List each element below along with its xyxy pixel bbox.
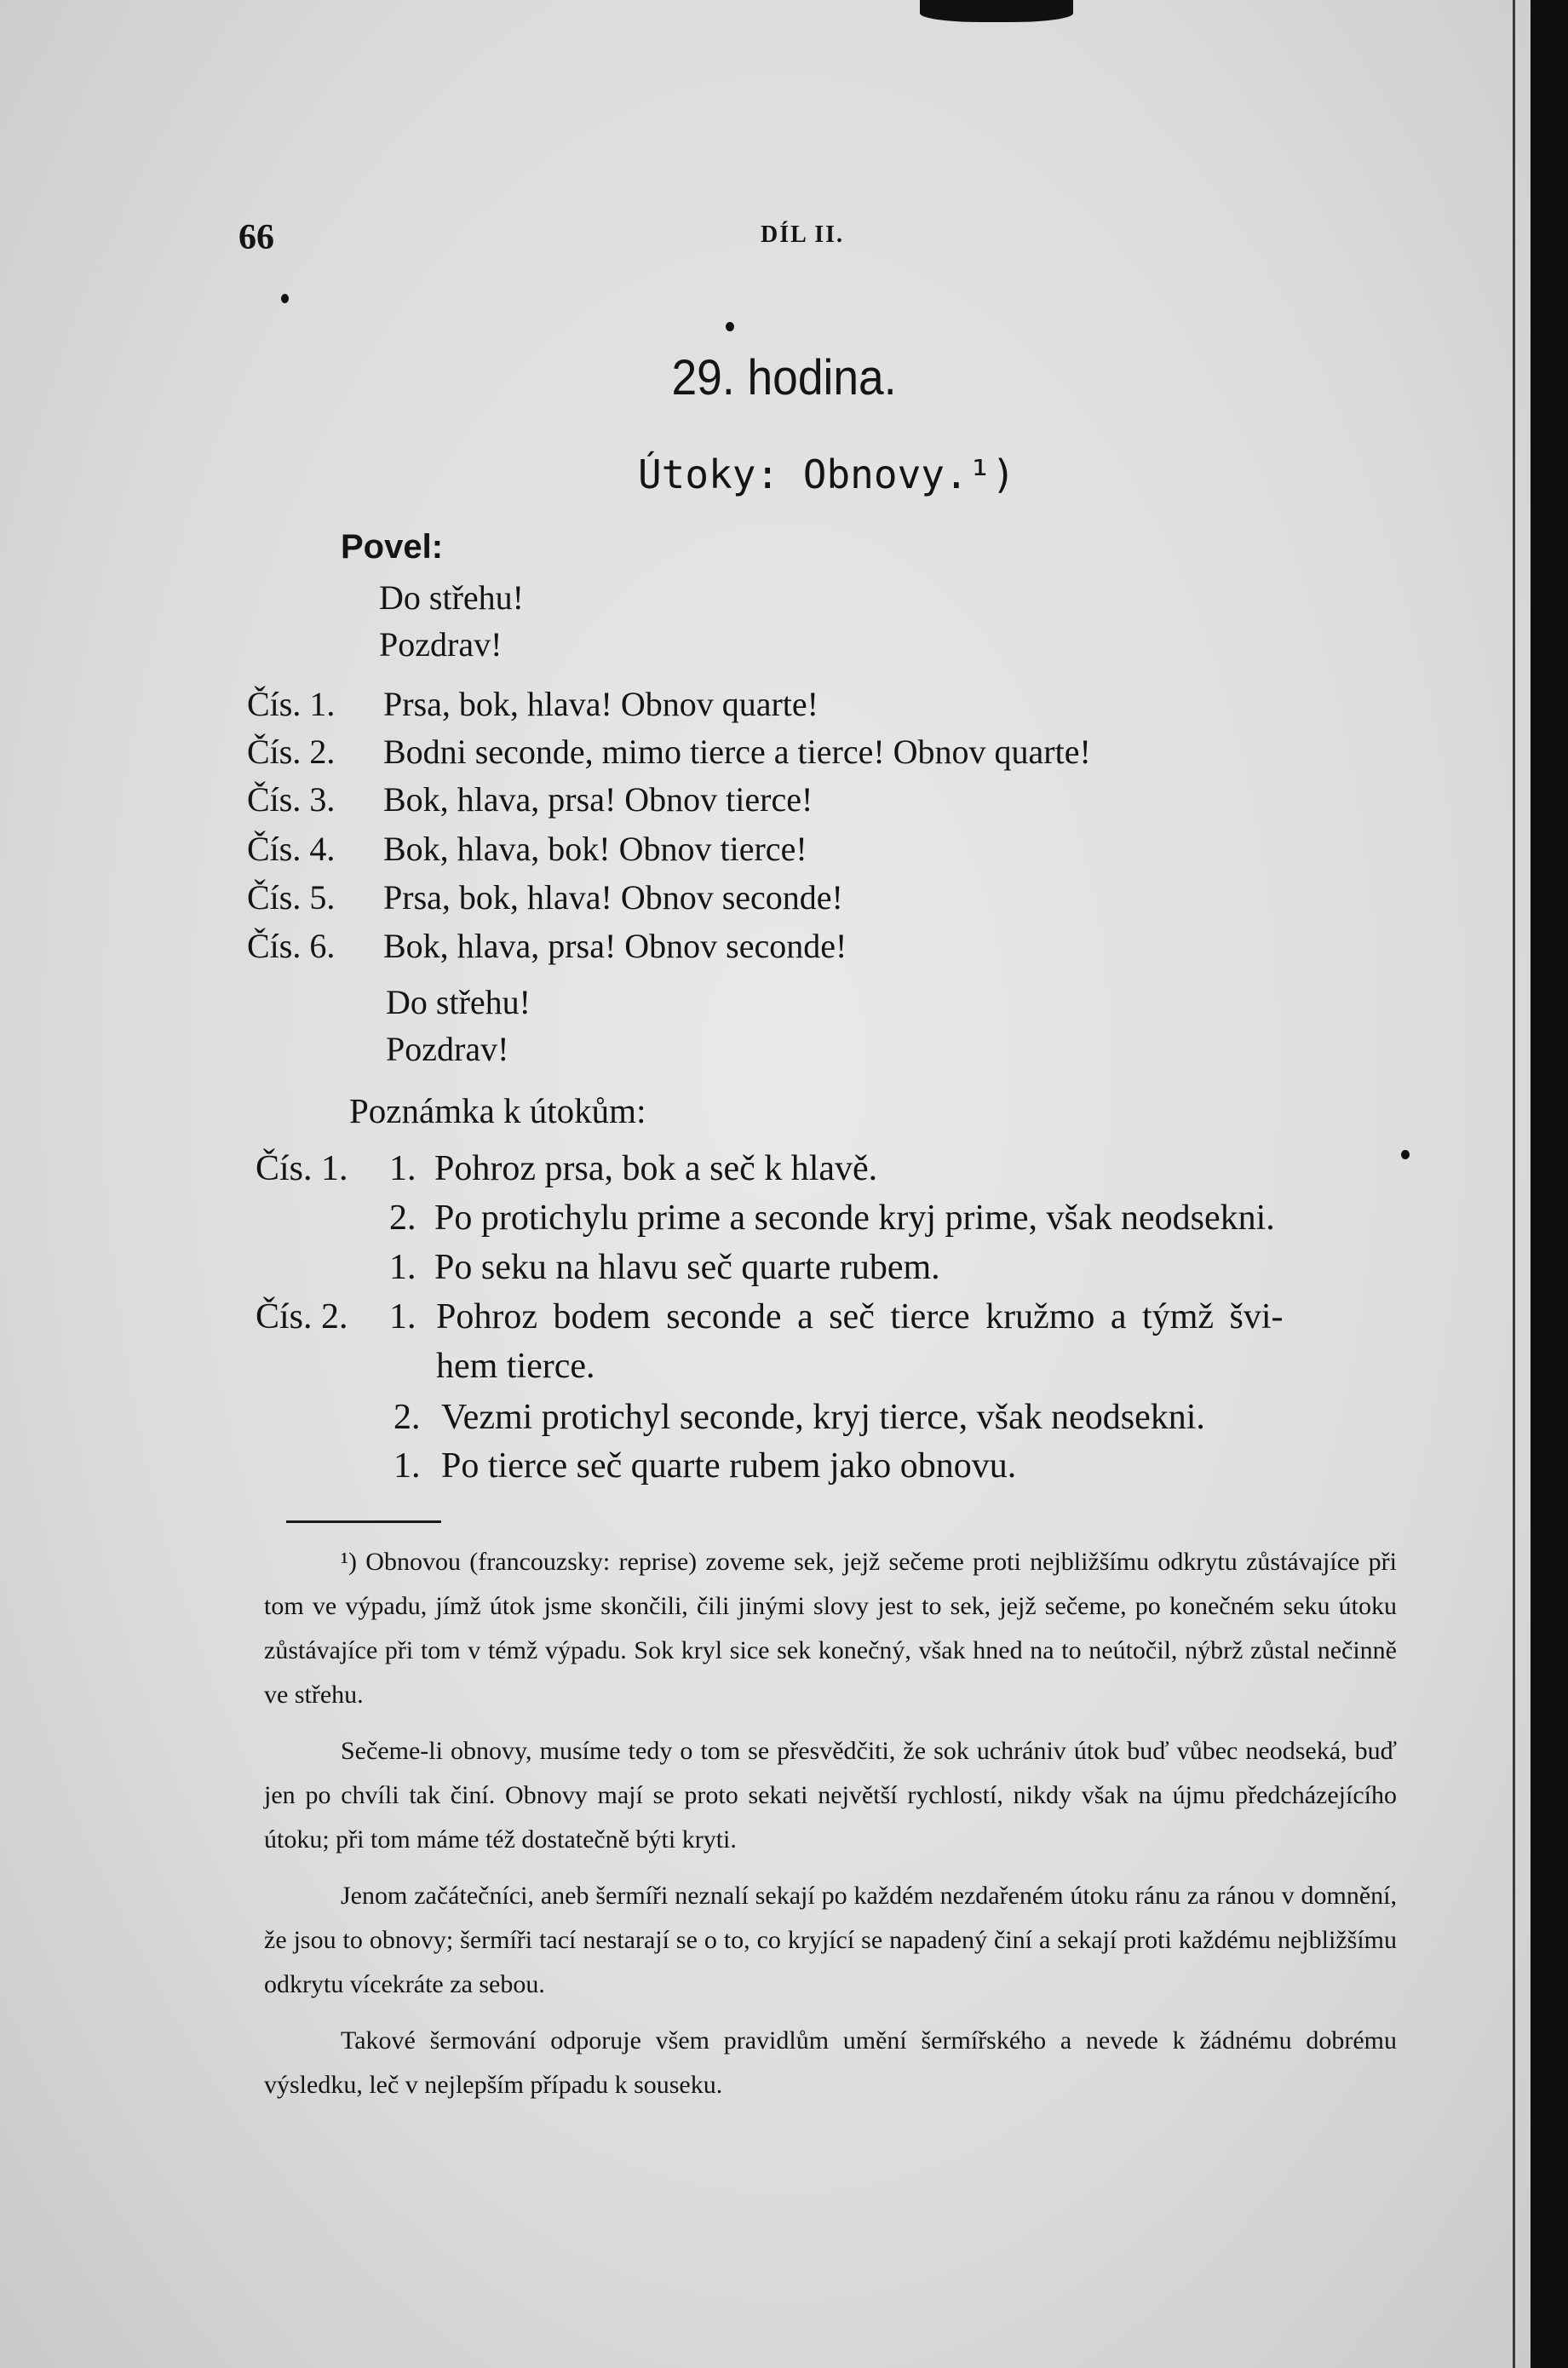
exercise-text: Prsa, bok, hlava! Obnov seconde!: [383, 878, 843, 917]
exercise-number: Čís. 6.: [247, 927, 336, 965]
note-text: Vezmi protichyl seconde, kryj tierce, však neodsekni.: [441, 1398, 1205, 1437]
note-step: 1.: [389, 1248, 416, 1287]
scan-speck: [1401, 1150, 1410, 1159]
exercise-number: Čís. 5.: [247, 878, 336, 917]
lesson-title: 29. hodina.: [671, 350, 897, 405]
note-text: Po tierce seč quarte rubem jako obnovu.: [441, 1446, 1017, 1486]
exercise-number: Čís. 2.: [247, 733, 336, 771]
note-text: Po protichylu prime a seconde kryj prime, však neodsekni.: [434, 1198, 1275, 1238]
scan-speck: [281, 294, 289, 303]
exercise-text: Prsa, bok, hlava! Obnov quarte!: [383, 685, 818, 723]
scan-smudge: [920, 0, 1073, 22]
opening-line: Pozdrav!: [379, 625, 503, 664]
exercise-text: Bok, hlava, prsa! Obnov tierce!: [383, 780, 813, 819]
exercise-number: Čís. 3.: [247, 780, 336, 819]
closing-line: Do střehu!: [386, 983, 531, 1021]
note-step: 1.: [389, 1297, 416, 1336]
page-number: 66: [238, 218, 274, 257]
closing-line: Pozdrav!: [386, 1030, 509, 1068]
exercise-number: Čís. 4.: [247, 830, 336, 868]
running-header: DÍL II.: [761, 221, 845, 248]
scan-speck: [726, 322, 734, 331]
exercise-text: Bok, hlava, bok! Obnov tierce!: [383, 830, 807, 868]
note-step: 2.: [389, 1198, 416, 1238]
note-text: Pohroz bodem seconde a seč tierce kružmo a týmž švi-: [436, 1297, 1284, 1336]
note-step: 1.: [389, 1149, 416, 1188]
opening-line: Do střehu!: [379, 578, 524, 617]
exercise-text: Bodni seconde, mimo tierce a tierce! Obnov quarte!: [383, 733, 1091, 771]
note-heading: Poznámka k útokům:: [349, 1091, 646, 1130]
footnote-block: [264, 1540, 1397, 2107]
exercise-number: Čís. 1.: [247, 685, 336, 723]
scan-border: [1531, 0, 1568, 2368]
note-step: 1.: [393, 1446, 421, 1486]
footnote-separator: [286, 1520, 441, 1523]
lesson-subtitle: Útoky: Obnovy.¹): [637, 451, 1016, 497]
note-text: Po seku na hlavu seč quarte rubem.: [434, 1248, 940, 1287]
exercise-text: Bok, hlava, prsa! Obnov seconde!: [383, 927, 847, 965]
note-step: 2.: [393, 1398, 421, 1437]
footnote-paragraph: Takové šermování odporuje všem pravidlům umění šermířského a nevede k žádnému dobrému výsledku, leč v nejlepším případu k souseku.: [264, 2026, 1397, 2099]
command-label: Povel:: [341, 528, 444, 566]
footnote-paragraph: Sečeme-li obnovy, musíme tedy o tom se přesvědčiti, že sok uchrániv útok buď vůbec neodseká, buď jen po chvíli tak činí. Obnovy mají se proto sekati největší rychlostí, nikdy však na újmu předcházejícího útoku; při tom máme též dostatečně býti kryti.: [264, 1737, 1397, 1854]
footnote-paragraph: Jenom začátečníci, aneb šermíři neznalí sekají po každém nezdařeném útoku ránu za ránou v domnění, že jsou to obnovy; šermíři tací nestarají se o to, co kryjící se napadený činí a sekají proti každému nejbližšímu odkrytu vícekráte za sebou.: [264, 1882, 1397, 1998]
footnote-paragraph: ¹) Obnovou (francouzsky: reprise) zoveme sek, jejž sečeme proti nejbližšímu odkrytu zůstávajíce při tom ve výpadu, jímž útok jsme skončili, čili jinými slovy jest to sek, jejž sečeme, po konečném seku útoku zůstávajíce při tom v témž výpadu. Sok kryl sice sek konečný, však hned na to neútočil, nýbrž zůstal nečinně ve střehu.: [264, 1548, 1397, 1709]
note-number: Čís. 2.: [256, 1297, 348, 1336]
note-text: hem tierce.: [436, 1347, 595, 1386]
note-number: Čís. 1.: [256, 1149, 348, 1188]
note-text: Pohroz prsa, bok a seč k hlavě.: [434, 1149, 878, 1188]
page-edge-line: [1513, 0, 1515, 2368]
